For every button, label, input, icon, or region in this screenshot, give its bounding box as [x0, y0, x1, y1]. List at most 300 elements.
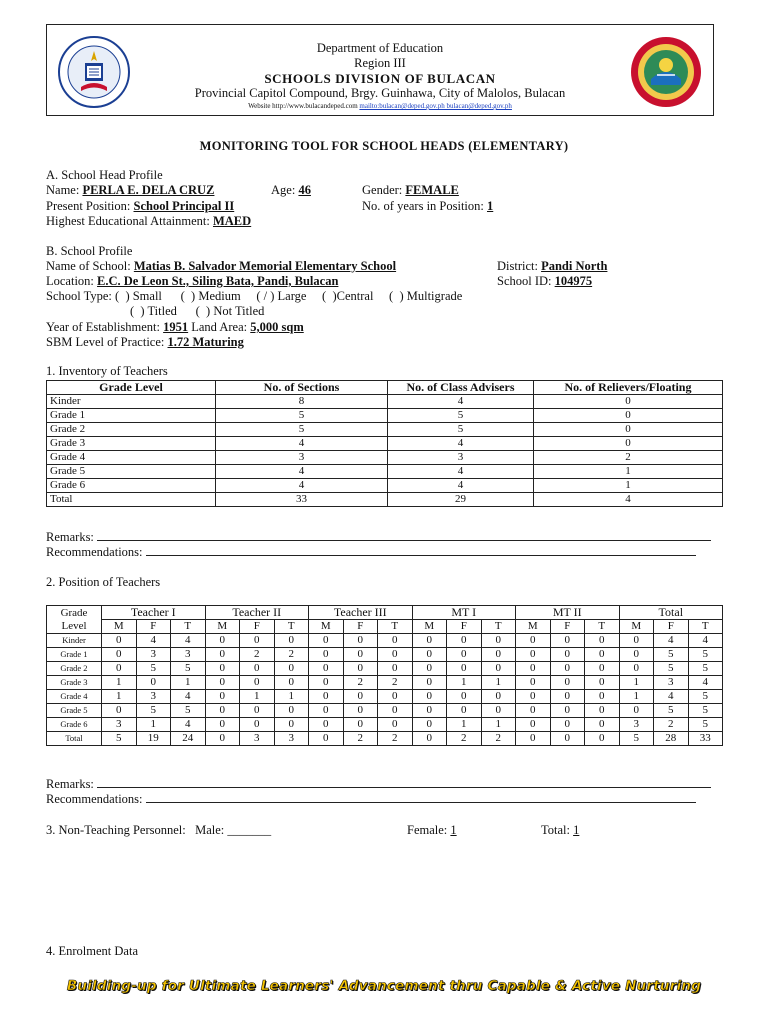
- positions-cell: 0: [274, 704, 309, 718]
- positions-cell: 0: [585, 718, 620, 732]
- grade-level-cell: Grade 6: [47, 479, 216, 493]
- inventory-cell: 1: [534, 479, 723, 493]
- positions-cell: 2: [274, 648, 309, 662]
- positions-cell: 5: [654, 662, 689, 676]
- positions-cell: 0: [585, 634, 620, 648]
- positions-remarks: [46, 777, 711, 792]
- inventory-cell: 4: [388, 479, 534, 493]
- age-value: 46: [298, 183, 311, 197]
- positions-cell: 2: [447, 732, 482, 746]
- positions-row: [47, 718, 723, 732]
- positions-cell: 0: [240, 662, 275, 676]
- positions-cell: 2: [481, 732, 516, 746]
- sbm-row: [46, 335, 244, 350]
- inventory-cell: 4: [534, 493, 723, 507]
- positions-cell: 2: [378, 732, 413, 746]
- positions-cell: 0: [550, 648, 585, 662]
- establishment-row: [46, 320, 304, 335]
- position-group-header: Teacher III: [309, 606, 413, 620]
- positions-cell: 0: [412, 690, 447, 704]
- years-label: No. of years in Position:: [362, 199, 484, 213]
- positions-cell: 0: [136, 676, 171, 690]
- positions-cell: 0: [447, 648, 482, 662]
- positions-cell: 0: [378, 704, 413, 718]
- positions-cell: 3: [102, 718, 137, 732]
- sex-subheader: M: [205, 620, 240, 634]
- positions-cell: 0: [309, 634, 344, 648]
- positions-cell: 0: [585, 732, 620, 746]
- positions-cell: 1: [240, 690, 275, 704]
- positions-cell: 0: [343, 690, 378, 704]
- grade-level-cell: Grade 6: [47, 718, 102, 732]
- positions-cell: 0: [309, 704, 344, 718]
- positions-cell: 0: [102, 648, 137, 662]
- positions-cell: 0: [309, 718, 344, 732]
- inventory-row: [47, 465, 723, 479]
- positions-cell: 0: [550, 732, 585, 746]
- positions-cell: 2: [240, 648, 275, 662]
- recommendations-label: Recommendations:: [46, 792, 143, 806]
- positions-cell: 0: [481, 634, 516, 648]
- positions-cell: 0: [516, 634, 551, 648]
- inventory-col-header: No. of Relievers/Floating: [534, 381, 723, 395]
- positions-cell: 0: [274, 662, 309, 676]
- section-b-heading: B. School Profile: [46, 244, 133, 258]
- grade-level-cell: Total: [47, 732, 102, 746]
- district-label: District:: [497, 259, 538, 273]
- positions-cell: 0: [274, 676, 309, 690]
- inventory-row: [47, 479, 723, 493]
- dept-name: Department of Education: [316, 41, 444, 55]
- positions-cell: 0: [481, 704, 516, 718]
- positions-cell: 0: [240, 718, 275, 732]
- year-label: Year of Establishment:: [46, 320, 160, 334]
- gender-label: Gender:: [362, 183, 403, 197]
- position-group-header: MT I: [412, 606, 516, 620]
- sex-subheader: T: [481, 620, 516, 634]
- remarks-line[interactable]: [97, 778, 711, 788]
- positions-cell: 4: [171, 718, 206, 732]
- school-type-options: School Type: ( ) Small ( ) Medium ( / ) Large ( )Central ( ) Multigrade: [46, 289, 463, 303]
- inventory-col-header: Grade Level: [47, 381, 216, 395]
- sex-subheader: F: [550, 620, 585, 634]
- positions-cell: 0: [516, 690, 551, 704]
- female-value: 1: [450, 823, 457, 837]
- positions-row: [47, 662, 723, 676]
- gender-row: [362, 183, 459, 198]
- positions-cell: 3: [171, 648, 206, 662]
- years-value: 1: [487, 199, 494, 213]
- positions-cell: 0: [309, 732, 344, 746]
- positions-cell: 0: [550, 718, 585, 732]
- positions-cell: 4: [136, 634, 171, 648]
- age-row: [271, 183, 311, 198]
- grade-label-line1: Grade: [60, 606, 88, 619]
- positions-cell: 4: [654, 634, 689, 648]
- total-label: Total:: [541, 823, 570, 837]
- positions-cell: 0: [205, 662, 240, 676]
- grade-level-cell: Grade 5: [47, 704, 102, 718]
- positions-cell: 0: [412, 732, 447, 746]
- positions-cell: 4: [171, 690, 206, 704]
- positions-cell: 5: [654, 648, 689, 662]
- email-link[interactable]: mailto:bulacan@deped.gov.ph bulacan@deped.gov.ph: [359, 102, 512, 110]
- grade-level-cell: Grade 4: [47, 451, 216, 465]
- positions-cell: 0: [205, 676, 240, 690]
- positions-cell: 0: [343, 648, 378, 662]
- area-label: Land Area:: [191, 320, 248, 334]
- positions-row: [47, 704, 723, 718]
- positions-cell: 5: [136, 662, 171, 676]
- inventory-cell: 29: [388, 493, 534, 507]
- positions-cell: 1: [481, 676, 516, 690]
- inventory-cell: 5: [388, 409, 534, 423]
- inventory-row: [47, 395, 723, 409]
- division-name: SCHOOLS DIVISION OF BULACAN: [264, 71, 496, 86]
- positions-cell: 5: [688, 690, 723, 704]
- positions-cell: 0: [343, 634, 378, 648]
- positions-cell: 0: [550, 662, 585, 676]
- positions-cell: 0: [240, 704, 275, 718]
- inventory-row: [47, 493, 723, 507]
- grade-label-line2: Level: [61, 619, 87, 632]
- inventory-cell: 4: [388, 437, 534, 451]
- position-group-header: MT II: [516, 606, 620, 620]
- name-row: [46, 183, 214, 198]
- positions-cell: 1: [274, 690, 309, 704]
- positions-cell: 5: [688, 648, 723, 662]
- sex-subheader: M: [102, 620, 137, 634]
- positions-cell: 0: [309, 648, 344, 662]
- positions-cell: 4: [688, 634, 723, 648]
- titled-options: ( ) Titled ( ) Not Titled: [130, 304, 265, 318]
- positions-cell: 0: [412, 676, 447, 690]
- positions-cell: 0: [102, 704, 137, 718]
- grade-level-cell: Grade 1: [47, 409, 216, 423]
- sex-subheader: T: [585, 620, 620, 634]
- sex-subheader: M: [412, 620, 447, 634]
- positions-cell: 0: [412, 704, 447, 718]
- inventory-cell: 0: [534, 423, 723, 437]
- positions-cell: 4: [654, 690, 689, 704]
- non-teaching-label: 3. Non-Teaching Personnel:: [46, 823, 186, 837]
- position-row: [46, 199, 234, 214]
- position-group-header: Teacher II: [205, 606, 309, 620]
- inventory-cell: 3: [216, 451, 388, 465]
- positions-cell: 5: [688, 718, 723, 732]
- positions-cell: 0: [378, 718, 413, 732]
- positions-cell: 0: [274, 634, 309, 648]
- positions-cell: 5: [688, 704, 723, 718]
- inventory-cell: 2: [534, 451, 723, 465]
- district-row: [497, 259, 607, 274]
- positions-cell: 4: [171, 634, 206, 648]
- location-row: [46, 274, 338, 289]
- inventory-cell: 4: [216, 479, 388, 493]
- gender-value: FEMALE: [405, 183, 459, 197]
- positions-cell: 2: [654, 718, 689, 732]
- positions-cell: 0: [412, 718, 447, 732]
- inventory-cell: 3: [388, 451, 534, 465]
- inventory-cell: 33: [216, 493, 388, 507]
- positions-cell: 0: [619, 704, 654, 718]
- positions-cell: 0: [102, 662, 137, 676]
- positions-cell: 0: [550, 634, 585, 648]
- education-value: MAED: [212, 214, 252, 228]
- district-value: Pandi North: [541, 259, 608, 273]
- positions-cell: 0: [447, 690, 482, 704]
- position-group-header: Total: [619, 606, 723, 620]
- positions-cell: 0: [205, 718, 240, 732]
- inventory-cell: 4: [388, 465, 534, 479]
- inventory-row: [47, 451, 723, 465]
- school-id-value: 104975: [554, 274, 593, 288]
- positions-cell: 3: [619, 718, 654, 732]
- positions-cell: 0: [516, 676, 551, 690]
- non-teaching-row: [46, 823, 271, 838]
- positions-cell: 0: [585, 662, 620, 676]
- positions-cell: 0: [585, 690, 620, 704]
- grade-level-cell: Kinder: [47, 395, 216, 409]
- inventory-cell: 0: [534, 395, 723, 409]
- positions-cell: 0: [274, 718, 309, 732]
- recommendations-line[interactable]: [146, 546, 696, 556]
- positions-row: [47, 648, 723, 662]
- positions-cell: 0: [378, 648, 413, 662]
- inventory-cell: 5: [216, 423, 388, 437]
- positions-cell: 0: [447, 662, 482, 676]
- positions-cell: 1: [447, 676, 482, 690]
- division-address: Provincial Capitol Compound, Brgy. Guinhawa, City of Malolos, Bulacan: [194, 86, 566, 100]
- positions-cell: 0: [205, 690, 240, 704]
- location-value: E.C. De Leon St., Siling Bata, Pandi, Bulacan: [97, 274, 339, 288]
- positions-cell: 0: [205, 704, 240, 718]
- positions-cell: 5: [619, 732, 654, 746]
- positions-cell: 1: [102, 676, 137, 690]
- inventory-cell: 4: [388, 395, 534, 409]
- positions-cell: 0: [585, 676, 620, 690]
- sex-subheader: M: [309, 620, 344, 634]
- remarks-label: Remarks:: [46, 530, 94, 544]
- school-name-label: Name of School:: [46, 259, 131, 273]
- sex-subheader: F: [136, 620, 171, 634]
- education-row: [46, 214, 251, 229]
- positions-table: [46, 605, 723, 746]
- inventory-row: [47, 423, 723, 437]
- positions-cell: 0: [550, 704, 585, 718]
- positions-cell: 19: [136, 732, 171, 746]
- positions-cell: 0: [205, 648, 240, 662]
- positions-recommendations: [46, 792, 696, 807]
- grade-level-cell: Grade 3: [47, 676, 102, 690]
- education-label: Highest Educational Attainment:: [46, 214, 210, 228]
- sex-subheader: T: [171, 620, 206, 634]
- positions-cell: 3: [136, 690, 171, 704]
- positions-cell: 0: [343, 704, 378, 718]
- male-value: _______: [227, 823, 272, 837]
- positions-cell: 5: [171, 662, 206, 676]
- inventory-heading: 1. Inventory of Teachers: [46, 364, 168, 378]
- positions-cell: 0: [343, 718, 378, 732]
- positions-cell: 1: [171, 676, 206, 690]
- positions-cell: 0: [309, 676, 344, 690]
- inventory-cell: 4: [216, 465, 388, 479]
- letterhead: [46, 24, 714, 116]
- document-title: MONITORING TOOL FOR SCHOOL HEADS (ELEMENTARY): [199, 139, 569, 153]
- positions-cell: 28: [654, 732, 689, 746]
- positions-cell: 1: [136, 718, 171, 732]
- sex-subheader: F: [240, 620, 275, 634]
- positions-row: [47, 732, 723, 746]
- positions-cell: 0: [619, 662, 654, 676]
- positions-cell: 0: [481, 690, 516, 704]
- positions-cell: 0: [412, 648, 447, 662]
- male-label: Male:: [195, 823, 225, 837]
- remarks-line[interactable]: [97, 531, 711, 541]
- positions-cell: 0: [102, 634, 137, 648]
- age-label: Age:: [271, 183, 296, 197]
- positions-cell: 33: [688, 732, 723, 746]
- sex-subheader: F: [654, 620, 689, 634]
- positions-cell: 0: [516, 704, 551, 718]
- inventory-row: [47, 409, 723, 423]
- enrolment-heading: 4. Enrolment Data: [46, 944, 138, 958]
- positions-cell: 0: [516, 648, 551, 662]
- sbm-label: SBM Level of Practice:: [46, 335, 165, 349]
- positions-cell: 3: [274, 732, 309, 746]
- positions-cell: 0: [481, 648, 516, 662]
- section-a-heading: A. School Head Profile: [46, 168, 163, 182]
- total-value: 1: [573, 823, 580, 837]
- recommendations-line[interactable]: [146, 793, 696, 803]
- female-label: Female:: [407, 823, 448, 837]
- positions-cell: 0: [516, 662, 551, 676]
- positions-cell: 0: [240, 634, 275, 648]
- inventory-row: [47, 437, 723, 451]
- positions-cell: 1: [481, 718, 516, 732]
- positions-cell: 3: [654, 676, 689, 690]
- inventory-cell: 5: [216, 409, 388, 423]
- positions-cell: 3: [136, 648, 171, 662]
- positions-cell: 0: [412, 662, 447, 676]
- positions-cell: 0: [378, 662, 413, 676]
- positions-cell: 2: [343, 676, 378, 690]
- positions-cell: 0: [481, 662, 516, 676]
- positions-cell: 0: [550, 690, 585, 704]
- position-label: Present Position:: [46, 199, 131, 213]
- positions-cell: 5: [654, 704, 689, 718]
- grade-level-cell: Grade 3: [47, 437, 216, 451]
- positions-cell: 5: [171, 704, 206, 718]
- sbm-value: 1.72 Maturing: [167, 335, 244, 349]
- years-row: [362, 199, 493, 214]
- inventory-cell: 0: [534, 437, 723, 451]
- positions-cell: 0: [585, 648, 620, 662]
- positions-cell: 0: [205, 634, 240, 648]
- positions-row: [47, 690, 723, 704]
- positions-row: [47, 634, 723, 648]
- sex-subheader: T: [378, 620, 413, 634]
- footer-slogan: Building-up for Ultimate Learners' Advancement thru Capable & Active Nurturing: [66, 978, 702, 994]
- sex-subheader: M: [619, 620, 654, 634]
- school-name-row: [46, 259, 396, 274]
- positions-cell: 0: [309, 662, 344, 676]
- school-id-row: [497, 274, 592, 289]
- positions-cell: 24: [171, 732, 206, 746]
- positions-cell: 4: [688, 676, 723, 690]
- grade-level-cell: Kinder: [47, 634, 102, 648]
- area-value: 5,000 sqm: [250, 320, 304, 334]
- sex-subheader: T: [274, 620, 309, 634]
- year-value: 1951: [163, 320, 189, 334]
- positions-cell: 2: [343, 732, 378, 746]
- division-seal-icon: [629, 35, 703, 109]
- inventory-col-header: No. of Sections: [216, 381, 388, 395]
- positions-cell: 5: [102, 732, 137, 746]
- inventory-cell: 5: [388, 423, 534, 437]
- inventory-cell: 1: [534, 465, 723, 479]
- name-label: Name:: [46, 183, 80, 197]
- inventory-col-header: No. of Class Advisers: [388, 381, 534, 395]
- school-id-label: School ID:: [497, 274, 552, 288]
- positions-cell: 1: [619, 676, 654, 690]
- grade-level-cell: Grade 2: [47, 662, 102, 676]
- positions-heading: 2. Position of Teachers: [46, 575, 161, 589]
- positions-cell: 0: [516, 732, 551, 746]
- position-group-header: Teacher I: [102, 606, 206, 620]
- grade-level-cell: Grade 4: [47, 690, 102, 704]
- region-name: Region III: [354, 56, 406, 70]
- positions-cell: 1: [102, 690, 137, 704]
- positions-cell: 1: [447, 718, 482, 732]
- positions-cell: 0: [516, 718, 551, 732]
- school-name-value: Matias B. Salvador Memorial Elementary School: [133, 259, 397, 273]
- sex-subheader: F: [447, 620, 482, 634]
- total-row: [541, 823, 579, 838]
- inventory-recommendations: [46, 545, 696, 560]
- positions-cell: 0: [619, 634, 654, 648]
- position-value: School Principal II: [133, 199, 235, 213]
- remarks-label: Remarks:: [46, 777, 94, 791]
- grade-level-cell: Grade 1: [47, 648, 102, 662]
- sex-subheader: M: [516, 620, 551, 634]
- positions-cell: 0: [412, 634, 447, 648]
- website-line: [47, 101, 713, 111]
- positions-cell: 0: [447, 704, 482, 718]
- grade-level-header: [47, 606, 102, 634]
- positions-row: [47, 676, 723, 690]
- sex-subheader: T: [688, 620, 723, 634]
- positions-cell: 0: [585, 704, 620, 718]
- positions-cell: 0: [550, 676, 585, 690]
- sex-subheader: F: [343, 620, 378, 634]
- inventory-cell: 4: [216, 437, 388, 451]
- positions-cell: 0: [378, 690, 413, 704]
- positions-cell: 0: [378, 634, 413, 648]
- positions-cell: 3: [240, 732, 275, 746]
- positions-cell: 0: [619, 648, 654, 662]
- positions-cell: 0: [205, 732, 240, 746]
- positions-cell: 2: [378, 676, 413, 690]
- positions-cell: 0: [343, 662, 378, 676]
- positions-cell: 0: [240, 676, 275, 690]
- positions-cell: 0: [447, 634, 482, 648]
- grade-level-cell: Grade 5: [47, 465, 216, 479]
- inventory-remarks: [46, 530, 711, 545]
- grade-level-cell: Total: [47, 493, 216, 507]
- grade-level-cell: Grade 2: [47, 423, 216, 437]
- inventory-cell: 8: [216, 395, 388, 409]
